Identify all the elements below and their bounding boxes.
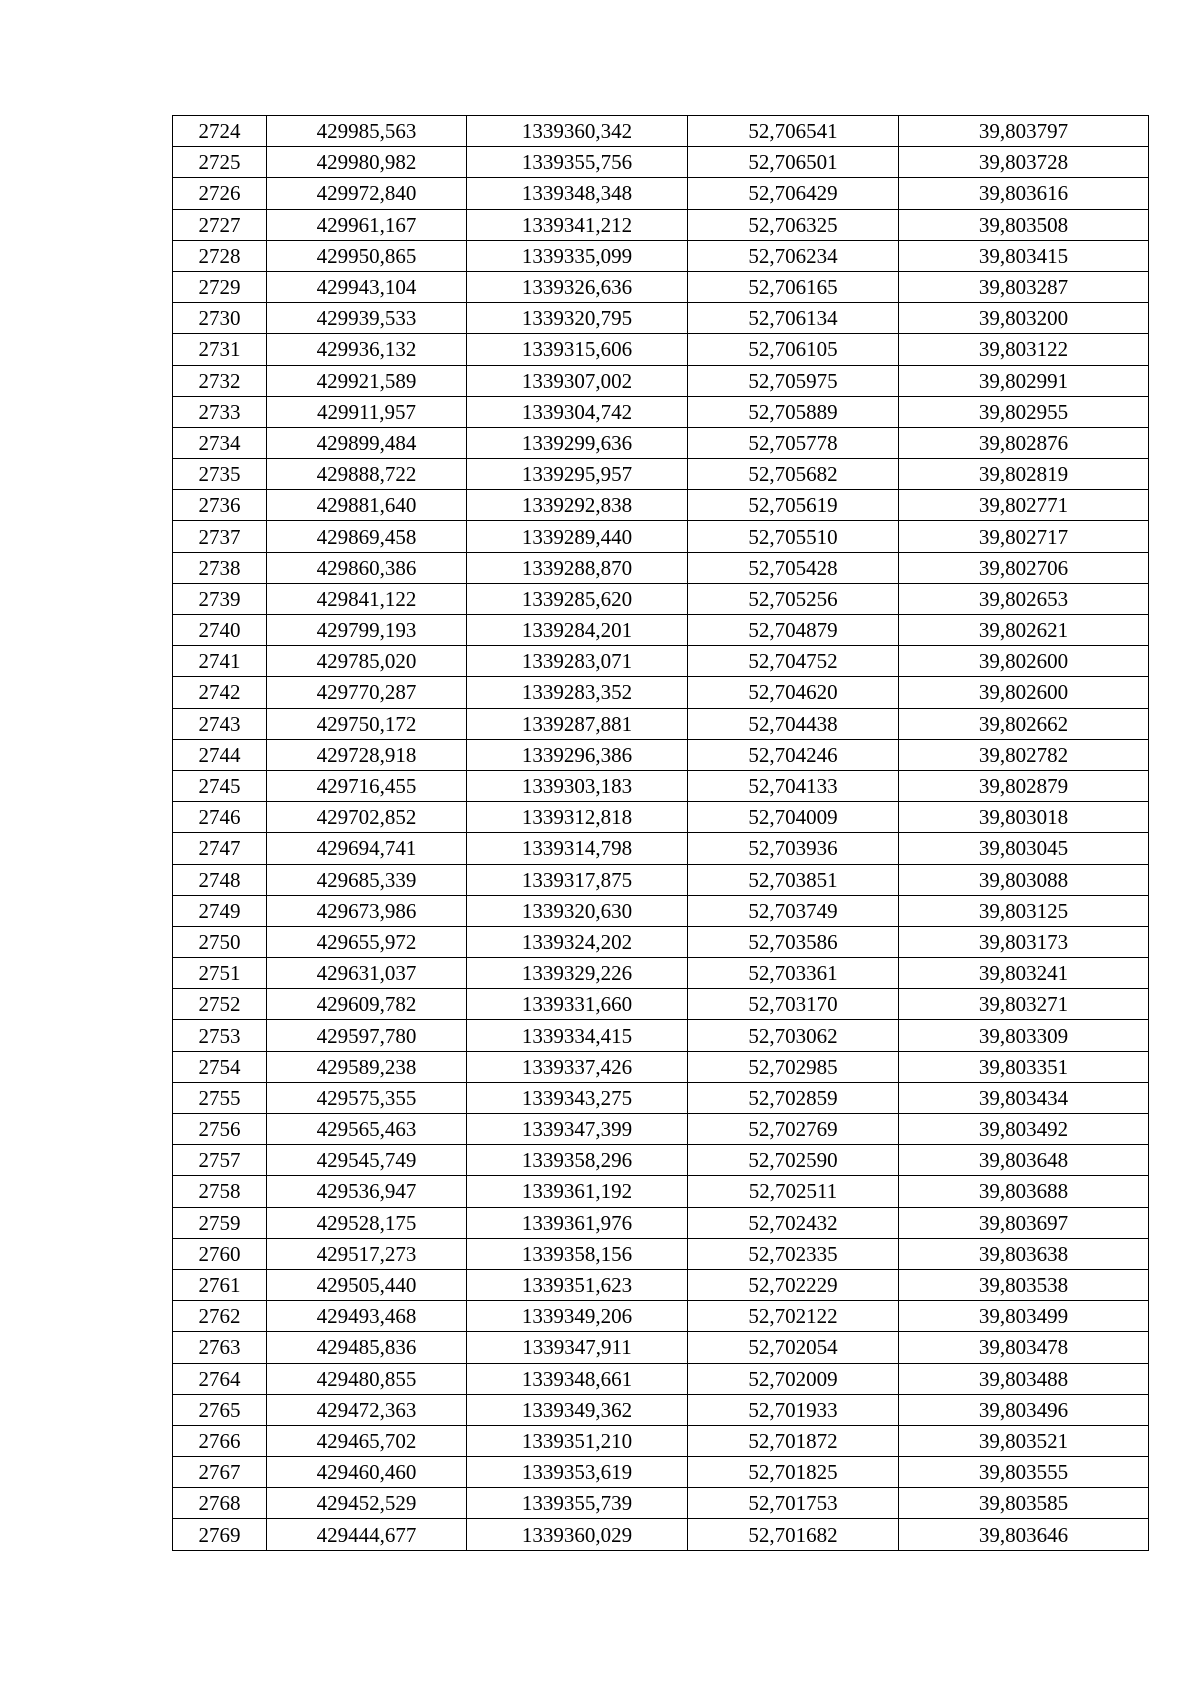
point-number-cell: 2755 [173, 1082, 267, 1113]
table-row [173, 147, 1149, 178]
y-coordinate-cell: 1339295,957 [467, 459, 688, 490]
latitude-cell: 52,702009 [688, 1363, 899, 1394]
latitude-cell: 52,703361 [688, 958, 899, 989]
y-coordinate-cell: 1339355,756 [467, 147, 688, 178]
longitude-cell: 39,803309 [899, 1020, 1149, 1051]
table-row [173, 209, 1149, 240]
table-row [173, 490, 1149, 521]
x-coordinate-cell: 429685,339 [267, 864, 467, 895]
latitude-cell: 52,706134 [688, 303, 899, 334]
y-coordinate-cell: 1339304,742 [467, 396, 688, 427]
x-coordinate-cell: 429609,782 [267, 989, 467, 1020]
longitude-cell: 39,803287 [899, 271, 1149, 302]
latitude-cell: 52,705682 [688, 459, 899, 490]
latitude-cell: 52,705510 [688, 521, 899, 552]
longitude-cell: 39,802600 [899, 646, 1149, 677]
longitude-cell: 39,802600 [899, 677, 1149, 708]
x-coordinate-cell: 429528,175 [267, 1207, 467, 1238]
x-coordinate-cell: 429716,455 [267, 770, 467, 801]
table-row [173, 1301, 1149, 1332]
y-coordinate-cell: 1339292,838 [467, 490, 688, 521]
point-number-cell: 2735 [173, 459, 267, 490]
table-row [173, 989, 1149, 1020]
x-coordinate-cell: 429452,529 [267, 1488, 467, 1519]
table-row [173, 1051, 1149, 1082]
point-number-cell: 2765 [173, 1394, 267, 1425]
longitude-cell: 39,802653 [899, 583, 1149, 614]
x-coordinate-cell: 429980,982 [267, 147, 467, 178]
table-row [173, 1394, 1149, 1425]
longitude-cell: 39,803538 [899, 1269, 1149, 1300]
y-coordinate-cell: 1339283,352 [467, 677, 688, 708]
longitude-cell: 39,803088 [899, 864, 1149, 895]
longitude-cell: 39,803555 [899, 1457, 1149, 1488]
latitude-cell: 52,702229 [688, 1269, 899, 1300]
latitude-cell: 52,704009 [688, 802, 899, 833]
x-coordinate-cell: 429517,273 [267, 1238, 467, 1269]
longitude-cell: 39,803271 [899, 989, 1149, 1020]
longitude-cell: 39,803125 [899, 895, 1149, 926]
table-row [173, 459, 1149, 490]
point-number-cell: 2747 [173, 833, 267, 864]
longitude-cell: 39,803585 [899, 1488, 1149, 1519]
x-coordinate-cell: 429485,836 [267, 1332, 467, 1363]
table-row [173, 864, 1149, 895]
table-row [173, 958, 1149, 989]
y-coordinate-cell: 1339341,212 [467, 209, 688, 240]
y-coordinate-cell: 1339289,440 [467, 521, 688, 552]
x-coordinate-cell: 429869,458 [267, 521, 467, 552]
y-coordinate-cell: 1339284,201 [467, 615, 688, 646]
x-coordinate-cell: 429460,460 [267, 1457, 467, 1488]
latitude-cell: 52,703749 [688, 895, 899, 926]
table-row [173, 739, 1149, 770]
y-coordinate-cell: 1339288,870 [467, 552, 688, 583]
longitude-cell: 39,803018 [899, 802, 1149, 833]
longitude-cell: 39,802991 [899, 365, 1149, 396]
table-row [173, 552, 1149, 583]
point-number-cell: 2759 [173, 1207, 267, 1238]
y-coordinate-cell: 1339317,875 [467, 864, 688, 895]
x-coordinate-cell: 429565,463 [267, 1114, 467, 1145]
point-number-cell: 2731 [173, 334, 267, 365]
x-coordinate-cell: 429750,172 [267, 708, 467, 739]
latitude-cell: 52,706501 [688, 147, 899, 178]
table-row [173, 1363, 1149, 1394]
x-coordinate-cell: 429655,972 [267, 926, 467, 957]
x-coordinate-cell: 429972,840 [267, 178, 467, 209]
latitude-cell: 52,702432 [688, 1207, 899, 1238]
table-row [173, 833, 1149, 864]
latitude-cell: 52,703586 [688, 926, 899, 957]
latitude-cell: 52,702859 [688, 1082, 899, 1113]
latitude-cell: 52,706165 [688, 271, 899, 302]
longitude-cell: 39,803496 [899, 1394, 1149, 1425]
point-number-cell: 2752 [173, 989, 267, 1020]
point-number-cell: 2745 [173, 770, 267, 801]
latitude-cell: 52,701753 [688, 1488, 899, 1519]
latitude-cell: 52,706429 [688, 178, 899, 209]
latitude-cell: 52,705975 [688, 365, 899, 396]
longitude-cell: 39,802662 [899, 708, 1149, 739]
table-row [173, 1082, 1149, 1113]
latitude-cell: 52,702511 [688, 1176, 899, 1207]
y-coordinate-cell: 1339307,002 [467, 365, 688, 396]
point-number-cell: 2754 [173, 1051, 267, 1082]
y-coordinate-cell: 1339287,881 [467, 708, 688, 739]
latitude-cell: 52,703851 [688, 864, 899, 895]
y-coordinate-cell: 1339324,202 [467, 926, 688, 957]
table-row [173, 1238, 1149, 1269]
table-row [173, 1488, 1149, 1519]
x-coordinate-cell: 429545,749 [267, 1145, 467, 1176]
point-number-cell: 2726 [173, 178, 267, 209]
table-row [173, 303, 1149, 334]
point-number-cell: 2749 [173, 895, 267, 926]
x-coordinate-cell: 429799,193 [267, 615, 467, 646]
point-number-cell: 2750 [173, 926, 267, 957]
latitude-cell: 52,705428 [688, 552, 899, 583]
y-coordinate-cell: 1339326,636 [467, 271, 688, 302]
table-row [173, 427, 1149, 458]
table-row [173, 178, 1149, 209]
longitude-cell: 39,802717 [899, 521, 1149, 552]
y-coordinate-cell: 1339360,029 [467, 1519, 688, 1550]
y-coordinate-cell: 1339283,071 [467, 646, 688, 677]
latitude-cell: 52,704438 [688, 708, 899, 739]
table-row [173, 271, 1149, 302]
longitude-cell: 39,802819 [899, 459, 1149, 490]
x-coordinate-cell: 429961,167 [267, 209, 467, 240]
table-row [173, 677, 1149, 708]
x-coordinate-cell: 429950,865 [267, 240, 467, 271]
y-coordinate-cell: 1339358,296 [467, 1145, 688, 1176]
y-coordinate-cell: 1339329,226 [467, 958, 688, 989]
table-row [173, 1457, 1149, 1488]
latitude-cell: 52,705778 [688, 427, 899, 458]
x-coordinate-cell: 429943,104 [267, 271, 467, 302]
y-coordinate-cell: 1339361,976 [467, 1207, 688, 1238]
point-number-cell: 2733 [173, 396, 267, 427]
latitude-cell: 52,703936 [688, 833, 899, 864]
y-coordinate-cell: 1339315,606 [467, 334, 688, 365]
y-coordinate-cell: 1339314,798 [467, 833, 688, 864]
x-coordinate-cell: 429673,986 [267, 895, 467, 926]
latitude-cell: 52,705256 [688, 583, 899, 614]
x-coordinate-cell: 429465,702 [267, 1425, 467, 1456]
latitude-cell: 52,706325 [688, 209, 899, 240]
table-row [173, 646, 1149, 677]
point-number-cell: 2748 [173, 864, 267, 895]
table-row [173, 1519, 1149, 1550]
longitude-cell: 39,803638 [899, 1238, 1149, 1269]
point-number-cell: 2764 [173, 1363, 267, 1394]
point-number-cell: 2724 [173, 116, 267, 147]
y-coordinate-cell: 1339349,362 [467, 1394, 688, 1425]
longitude-cell: 39,803200 [899, 303, 1149, 334]
table-row [173, 240, 1149, 271]
longitude-cell: 39,802706 [899, 552, 1149, 583]
point-number-cell: 2730 [173, 303, 267, 334]
y-coordinate-cell: 1339351,623 [467, 1269, 688, 1300]
latitude-cell: 52,703170 [688, 989, 899, 1020]
x-coordinate-cell: 429631,037 [267, 958, 467, 989]
table-row [173, 1207, 1149, 1238]
y-coordinate-cell: 1339349,206 [467, 1301, 688, 1332]
x-coordinate-cell: 429899,484 [267, 427, 467, 458]
x-coordinate-cell: 429728,918 [267, 739, 467, 770]
x-coordinate-cell: 429881,640 [267, 490, 467, 521]
x-coordinate-cell: 429985,563 [267, 116, 467, 147]
latitude-cell: 52,704620 [688, 677, 899, 708]
latitude-cell: 52,701825 [688, 1457, 899, 1488]
latitude-cell: 52,702590 [688, 1145, 899, 1176]
latitude-cell: 52,704246 [688, 739, 899, 770]
longitude-cell: 39,803478 [899, 1332, 1149, 1363]
longitude-cell: 39,803521 [899, 1425, 1149, 1456]
latitude-cell: 52,705889 [688, 396, 899, 427]
point-number-cell: 2768 [173, 1488, 267, 1519]
longitude-cell: 39,803351 [899, 1051, 1149, 1082]
table-row [173, 770, 1149, 801]
latitude-cell: 52,702769 [688, 1114, 899, 1145]
table-row [173, 615, 1149, 646]
latitude-cell: 52,705619 [688, 490, 899, 521]
x-coordinate-cell: 429444,677 [267, 1519, 467, 1550]
y-coordinate-cell: 1339348,661 [467, 1363, 688, 1394]
longitude-cell: 39,803122 [899, 334, 1149, 365]
longitude-cell: 39,802879 [899, 770, 1149, 801]
x-coordinate-cell: 429505,440 [267, 1269, 467, 1300]
x-coordinate-cell: 429480,855 [267, 1363, 467, 1394]
point-number-cell: 2739 [173, 583, 267, 614]
longitude-cell: 39,803616 [899, 178, 1149, 209]
x-coordinate-cell: 429536,947 [267, 1176, 467, 1207]
y-coordinate-cell: 1339351,210 [467, 1425, 688, 1456]
longitude-cell: 39,803492 [899, 1114, 1149, 1145]
point-number-cell: 2736 [173, 490, 267, 521]
table-row [173, 583, 1149, 614]
point-number-cell: 2740 [173, 615, 267, 646]
y-coordinate-cell: 1339296,386 [467, 739, 688, 770]
x-coordinate-cell: 429702,852 [267, 802, 467, 833]
longitude-cell: 39,802771 [899, 490, 1149, 521]
latitude-cell: 52,702335 [688, 1238, 899, 1269]
latitude-cell: 52,702122 [688, 1301, 899, 1332]
x-coordinate-cell: 429493,468 [267, 1301, 467, 1332]
y-coordinate-cell: 1339285,620 [467, 583, 688, 614]
table-row [173, 1020, 1149, 1051]
x-coordinate-cell: 429770,287 [267, 677, 467, 708]
longitude-cell: 39,803688 [899, 1176, 1149, 1207]
longitude-cell: 39,803241 [899, 958, 1149, 989]
y-coordinate-cell: 1339303,183 [467, 770, 688, 801]
table-row [173, 396, 1149, 427]
table-row [173, 708, 1149, 739]
y-coordinate-cell: 1339347,399 [467, 1114, 688, 1145]
table-row [173, 1332, 1149, 1363]
table-row [173, 926, 1149, 957]
longitude-cell: 39,803728 [899, 147, 1149, 178]
longitude-cell: 39,802876 [899, 427, 1149, 458]
longitude-cell: 39,803173 [899, 926, 1149, 957]
x-coordinate-cell: 429597,780 [267, 1020, 467, 1051]
point-number-cell: 2732 [173, 365, 267, 396]
point-number-cell: 2763 [173, 1332, 267, 1363]
table-row [173, 365, 1149, 396]
table-row [173, 521, 1149, 552]
longitude-cell: 39,802782 [899, 739, 1149, 770]
table-row [173, 802, 1149, 833]
point-number-cell: 2734 [173, 427, 267, 458]
latitude-cell: 52,701682 [688, 1519, 899, 1550]
point-number-cell: 2728 [173, 240, 267, 271]
y-coordinate-cell: 1339299,636 [467, 427, 688, 458]
point-number-cell: 2756 [173, 1114, 267, 1145]
x-coordinate-cell: 429939,533 [267, 303, 467, 334]
point-number-cell: 2738 [173, 552, 267, 583]
longitude-cell: 39,803508 [899, 209, 1149, 240]
point-number-cell: 2758 [173, 1176, 267, 1207]
latitude-cell: 52,704879 [688, 615, 899, 646]
longitude-cell: 39,803415 [899, 240, 1149, 271]
latitude-cell: 52,706541 [688, 116, 899, 147]
table-row [173, 1176, 1149, 1207]
y-coordinate-cell: 1339358,156 [467, 1238, 688, 1269]
x-coordinate-cell: 429860,386 [267, 552, 467, 583]
point-number-cell: 2757 [173, 1145, 267, 1176]
latitude-cell: 52,704752 [688, 646, 899, 677]
latitude-cell: 52,704133 [688, 770, 899, 801]
y-coordinate-cell: 1339320,630 [467, 895, 688, 926]
point-number-cell: 2751 [173, 958, 267, 989]
y-coordinate-cell: 1339335,099 [467, 240, 688, 271]
latitude-cell: 52,701872 [688, 1425, 899, 1456]
table-row [173, 1145, 1149, 1176]
latitude-cell: 52,706105 [688, 334, 899, 365]
latitude-cell: 52,706234 [688, 240, 899, 271]
longitude-cell: 39,803646 [899, 1519, 1149, 1550]
point-number-cell: 2766 [173, 1425, 267, 1456]
point-number-cell: 2742 [173, 677, 267, 708]
x-coordinate-cell: 429888,722 [267, 459, 467, 490]
longitude-cell: 39,803797 [899, 116, 1149, 147]
table-row [173, 1269, 1149, 1300]
y-coordinate-cell: 1339343,275 [467, 1082, 688, 1113]
point-number-cell: 2746 [173, 802, 267, 833]
y-coordinate-cell: 1339331,660 [467, 989, 688, 1020]
point-number-cell: 2729 [173, 271, 267, 302]
x-coordinate-cell: 429575,355 [267, 1082, 467, 1113]
latitude-cell: 52,702054 [688, 1332, 899, 1363]
x-coordinate-cell: 429921,589 [267, 365, 467, 396]
longitude-cell: 39,802621 [899, 615, 1149, 646]
table-row [173, 895, 1149, 926]
point-number-cell: 2769 [173, 1519, 267, 1550]
point-number-cell: 2753 [173, 1020, 267, 1051]
point-number-cell: 2727 [173, 209, 267, 240]
longitude-cell: 39,803488 [899, 1363, 1149, 1394]
table-row [173, 1114, 1149, 1145]
y-coordinate-cell: 1339320,795 [467, 303, 688, 334]
point-number-cell: 2741 [173, 646, 267, 677]
table-row [173, 116, 1149, 147]
x-coordinate-cell: 429785,020 [267, 646, 467, 677]
coordinates-table [172, 115, 1149, 1551]
y-coordinate-cell: 1339361,192 [467, 1176, 688, 1207]
point-number-cell: 2762 [173, 1301, 267, 1332]
y-coordinate-cell: 1339348,348 [467, 178, 688, 209]
table-row [173, 334, 1149, 365]
y-coordinate-cell: 1339347,911 [467, 1332, 688, 1363]
x-coordinate-cell: 429694,741 [267, 833, 467, 864]
y-coordinate-cell: 1339355,739 [467, 1488, 688, 1519]
latitude-cell: 52,703062 [688, 1020, 899, 1051]
longitude-cell: 39,803499 [899, 1301, 1149, 1332]
longitude-cell: 39,802955 [899, 396, 1149, 427]
y-coordinate-cell: 1339312,818 [467, 802, 688, 833]
point-number-cell: 2744 [173, 739, 267, 770]
coordinates-table-body [173, 116, 1149, 1551]
x-coordinate-cell: 429911,957 [267, 396, 467, 427]
latitude-cell: 52,702985 [688, 1051, 899, 1082]
y-coordinate-cell: 1339360,342 [467, 116, 688, 147]
y-coordinate-cell: 1339353,619 [467, 1457, 688, 1488]
table-row [173, 1425, 1149, 1456]
x-coordinate-cell: 429472,363 [267, 1394, 467, 1425]
point-number-cell: 2767 [173, 1457, 267, 1488]
longitude-cell: 39,803697 [899, 1207, 1149, 1238]
y-coordinate-cell: 1339337,426 [467, 1051, 688, 1082]
x-coordinate-cell: 429589,238 [267, 1051, 467, 1082]
point-number-cell: 2725 [173, 147, 267, 178]
y-coordinate-cell: 1339334,415 [467, 1020, 688, 1051]
latitude-cell: 52,701933 [688, 1394, 899, 1425]
longitude-cell: 39,803648 [899, 1145, 1149, 1176]
point-number-cell: 2761 [173, 1269, 267, 1300]
longitude-cell: 39,803045 [899, 833, 1149, 864]
point-number-cell: 2760 [173, 1238, 267, 1269]
x-coordinate-cell: 429841,122 [267, 583, 467, 614]
longitude-cell: 39,803434 [899, 1082, 1149, 1113]
x-coordinate-cell: 429936,132 [267, 334, 467, 365]
point-number-cell: 2743 [173, 708, 267, 739]
point-number-cell: 2737 [173, 521, 267, 552]
